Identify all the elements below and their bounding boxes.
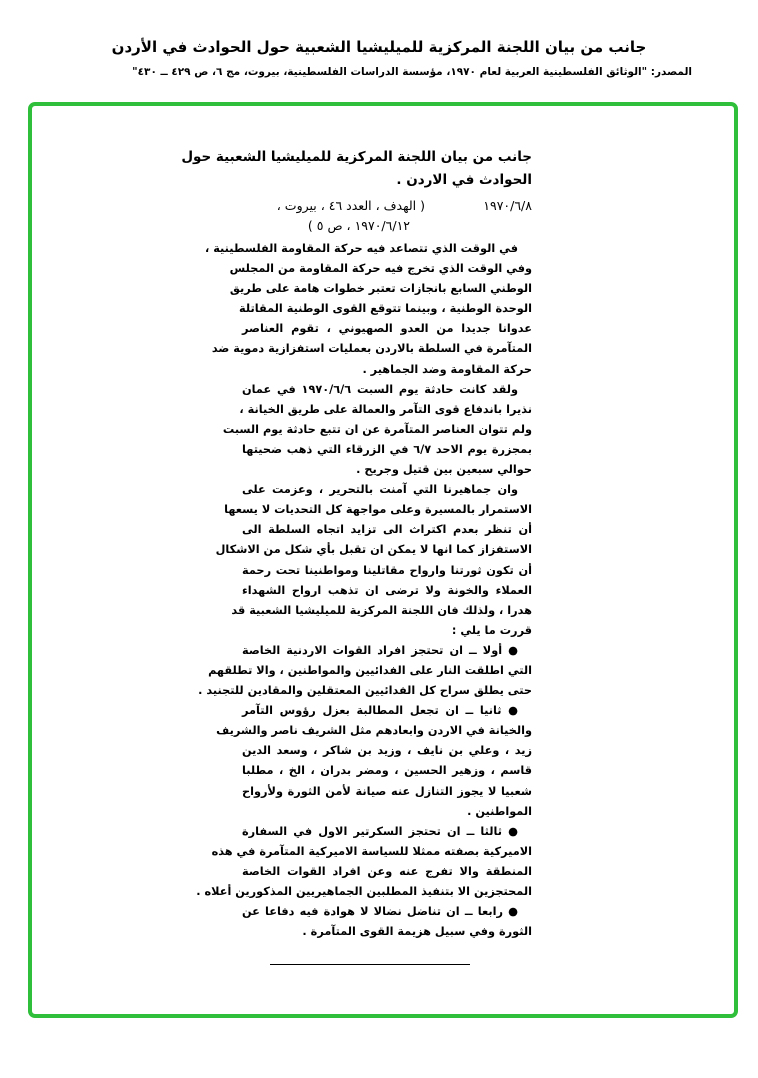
reference-line: ١٩٧٠/٦/١٢ ، ص ٥ ) — [307, 218, 410, 233]
text-line: قررت ما يلي : — [451, 623, 532, 637]
paragraph — [222, 380, 532, 480]
paragraph — [215, 480, 532, 641]
text-line: وان جماهيرنا التي آمنت بالتحرير ، وعزمت على — [242, 483, 518, 497]
text-line: ● ثانيا ــ ان تجعل المطالبة بعزل رؤوس التآمر — [242, 704, 518, 718]
text-line: في الوقت الذي تتصاعد فيه حركة المقاومة الفلسطينية ، — [204, 242, 518, 255]
paragraph — [242, 902, 532, 942]
text-line: الثورة وفي سبيل هزيمة القوى المتآمرة . — [302, 925, 532, 939]
text-line: ولم تتوان العناصر المتآمرة عن ان تتبع حادثة يوم السبت — [222, 422, 532, 436]
text-line: أن تكون ثورتنا وارواح مقاتلينا ومواطنينا تحت رحمة — [242, 563, 532, 577]
text-line: التي اطلقت النار على الفدائيين والمواطنين ، والا تطلقهم — [208, 663, 532, 677]
heading-line: الحوادث في الاردن . — [396, 172, 532, 188]
text-line: المنطقة والا تفرج عنه وعن افراد القوات الخاصة — [242, 864, 532, 878]
text-line: حوالي سبعين بين قتيل وجريح . — [356, 463, 532, 477]
text-line: زيد ، وعلي بن نايف ، وزيد بن شاكر ، وسعد الدين — [242, 744, 532, 758]
text-line: حركة المقاومة وضد الجماهير . — [362, 362, 532, 376]
paragraph — [216, 701, 532, 822]
text-line: ● رابعا ــ ان تناضل نضالا لا هوادة فيه دفاعا عن — [242, 905, 518, 919]
text-line: بمجزرة يوم الاحد ٦/٧ في الزرقاء التي ذهب ضحيتها — [242, 442, 532, 456]
text-line: الاستفزاز كما انها لا يمكن ان تقبل بأي شكل من الاشكال — [215, 543, 532, 557]
text-line: الوطني السابع بانجازات تعتبر خطوات هامة على طريق — [229, 282, 532, 296]
text-line: قاسم ، وزهير الحسين ، ومضر بدران ، الخ ، مطلبا — [242, 764, 532, 778]
text-line: حتى يطلق سراح كل الفدائيين المعتقلين والمقادين للتجنيد . — [198, 684, 532, 698]
text-line: المواطنين . — [467, 804, 532, 818]
text-line: أن تنظر بعدم اكتراث الى تزايد اتجاه السلطة الى — [242, 523, 532, 537]
reference-line: ( الهدف ، العدد ٤٦ ، بيروت ، — [276, 198, 425, 213]
text-line: المتآمرة في السلطة بالاردن بعمليات استفزازية دموية ضد — [211, 342, 532, 356]
document-date: ١٩٧٠/٦/٨ — [483, 198, 532, 213]
source-citation: المصدر: "الوثائق الفلسطينية العربية لعام ١٩٧٠، مؤسسة الدراسات الفلسطينية، بيروت، مج ٦، ص ٤٢٩ ــ ٤٣٠" — [132, 66, 692, 78]
text-line: الاميركية بصفته ممثلا للسياسة الاميركية المتآمرة في هذه — [211, 844, 532, 858]
heading-line: جانب من بيان اللجنة المركزية للميليشيا الشعبية حول — [181, 149, 532, 165]
text-line: والخيانة في الاردن وابعادهم مثل الشريف ناصر والشريف — [216, 724, 532, 738]
text-line: العملاء والخونة ولا ترضى ان تذهب ارواح الشهداء — [242, 583, 532, 597]
paragraph — [196, 822, 532, 902]
text-line: الاستمرار بالمسيرة وعلى مواجهة كل التحديات لا يسعها — [224, 503, 532, 517]
text-line: شعبيا لا يجوز التنازل عنه صيانة لأمن الثورة ولأرواح — [242, 784, 532, 798]
text-line: هدرا ، ولذلك فان اللجنة المركزية للميليشيا الشعبية قد — [231, 603, 532, 617]
text-line: المحتجزين الا بتنفيذ المطلبين الجماهيريين المذكورين أعلاه . — [196, 885, 532, 898]
page-title: جانب من بيان اللجنة المركزية للميليشيا الشعبية حول الحوادث في الأردن — [111, 38, 647, 56]
text-line: ● أولا ــ ان تحتجز افراد القوات الاردنية الخاصة — [242, 643, 518, 657]
text-line: عدوانا جديدا من العدو الصهيوني ، تقوم العناصر — [242, 322, 532, 336]
text-line: نذيرا باندفاع قوى التآمر والعمالة على طريق الخيانة ، — [239, 402, 532, 416]
paragraph — [204, 239, 532, 380]
document-heading — [181, 146, 532, 192]
document-body — [196, 239, 532, 942]
text-line: ولقد كانت حادثة يوم السبت ١٩٧٠/٦/٦ في عمان — [242, 382, 519, 396]
text-line: الوحدة الوطنية ، وبينما تتوقع القوى الوطنية المقاتلة — [239, 302, 532, 316]
text-line: ● ثالثا ــ ان تحتجز السكرتير الاول في السفارة — [242, 824, 518, 838]
text-line: وفي الوقت الذي تخرج فيه حركة المقاومة من المجلس — [229, 262, 532, 276]
paragraph — [198, 641, 532, 701]
end-rule — [270, 964, 470, 965]
